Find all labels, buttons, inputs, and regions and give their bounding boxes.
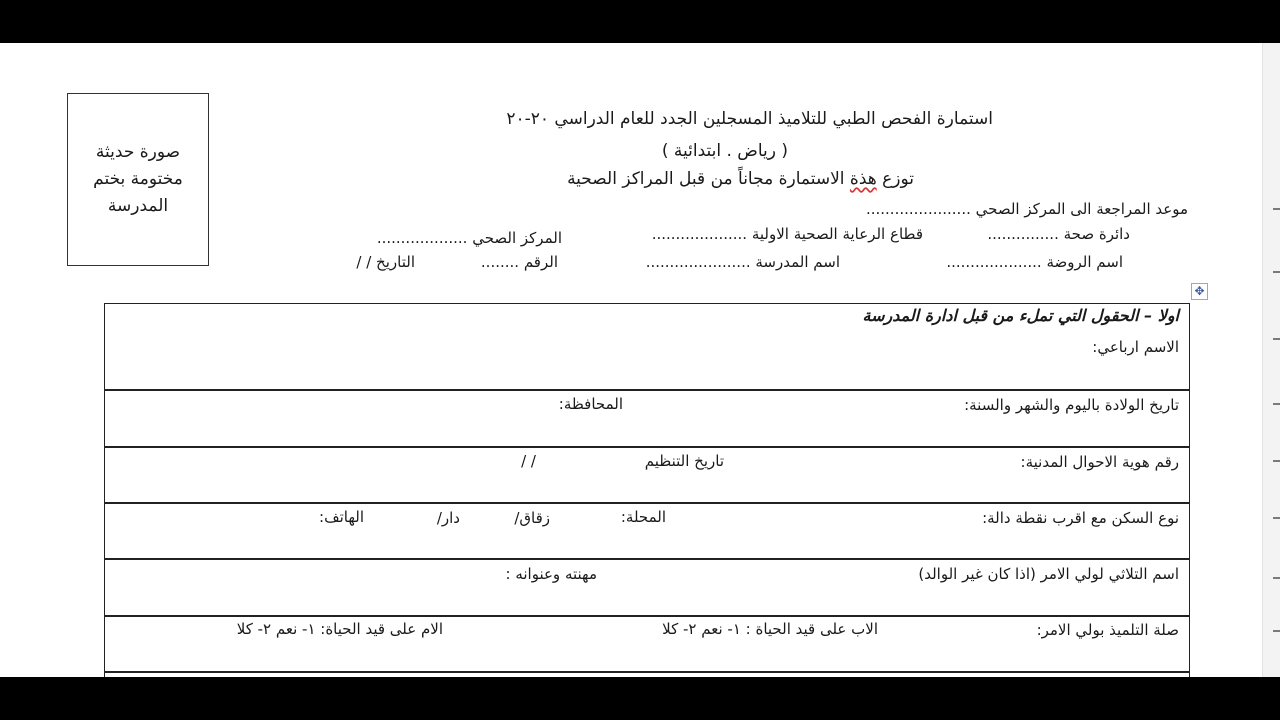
guardian-name-label: اسم التلاثي لولي الامر (اذا كان غير الوالد) (918, 565, 1179, 583)
table-row-divider (104, 671, 1190, 673)
section-title: اولا – الحقول التي تملء من قبل ادارة المدرسة (862, 306, 1179, 325)
photo-box-line: مختومة بختم (93, 169, 183, 189)
table-row-divider (104, 446, 1190, 448)
phone-label: الهاتف: (319, 508, 364, 526)
issue-date-label: تاريخ التنظيم (644, 452, 724, 470)
form-subtitle: ( رياض . ابتدائية ) (661, 141, 788, 161)
kindergarten-field: اسم الروضة .................... (946, 253, 1123, 271)
photo-box (67, 93, 209, 266)
full-name-label: الاسم ارباعي: (1092, 338, 1179, 356)
note-part: توزع (876, 169, 914, 189)
health-center-field: المركز الصحي ................... (376, 229, 562, 247)
photo-box-line: صورة حديثة (95, 142, 181, 162)
house-label: دار/ (436, 509, 460, 527)
issue-date-slashes: / / (521, 452, 536, 470)
strip-mark (1273, 403, 1280, 405)
sector-field: قطاع الرعاية الصحية الاولية .................... (651, 225, 923, 243)
form-title: استمارة الفحص الطبي للتلاميذ المسجلين الجدد للعام الدراسي ٢٠-٢٠ (506, 109, 993, 129)
alley-label: زقاق/ (514, 509, 550, 527)
health-dept-field: دائرة صحة ............... (987, 225, 1130, 243)
strip-mark (1273, 460, 1280, 462)
strip-mark (1273, 271, 1280, 273)
number-field: الرقم ........ (480, 253, 558, 271)
civil-id-label: رقم هوية الاحوال المدنية: (1020, 453, 1179, 471)
occupation-label: مهنته وعنوانه : (505, 565, 597, 583)
table-row-divider (104, 389, 1190, 391)
residence-label: نوع السكن مع اقرب نقطة دالة: (982, 509, 1179, 527)
strip-mark (1273, 517, 1280, 519)
note-part: الاستمارة مجاناً من قبل المراكز الصحية (567, 169, 850, 189)
father-alive-label: الاب على قيد الحياة : ١- نعم ٢- كلا (662, 620, 878, 638)
strip-mark (1273, 630, 1280, 632)
strip-mark (1273, 577, 1280, 579)
guardian-relation-label: صلة التلميذ بولي الامر: (1036, 621, 1179, 639)
appointment-field: موعد المراجعة الى المركز الصحي ...................... (865, 200, 1188, 218)
photo-box-line: المدرسة (107, 196, 169, 216)
bottom-black-bar (0, 677, 1280, 720)
table-move-handle-icon[interactable]: ✥ (1191, 283, 1208, 300)
strip-mark (1273, 338, 1280, 340)
table-row-divider (104, 502, 1190, 504)
right-edge-strip (1262, 43, 1280, 677)
governorate-label: المحافظة: (558, 395, 623, 413)
birth-date-label: تاريخ الولادة باليوم والشهر والسنة: (964, 396, 1179, 414)
mother-alive-label: الام على قيد الحياة: ١- نعم ٢- كلا (236, 620, 443, 638)
distribution-note (567, 169, 914, 189)
top-black-bar (0, 0, 1280, 43)
table-row-divider (104, 615, 1190, 617)
locality-label: المحلة: (620, 508, 666, 526)
strip-mark (1273, 208, 1280, 210)
date-field: التاريخ / / (356, 253, 415, 271)
school-name-field: اسم المدرسة ...................... (645, 253, 840, 271)
table-row-divider (104, 558, 1190, 560)
misspelled-word: هذة (849, 169, 877, 189)
